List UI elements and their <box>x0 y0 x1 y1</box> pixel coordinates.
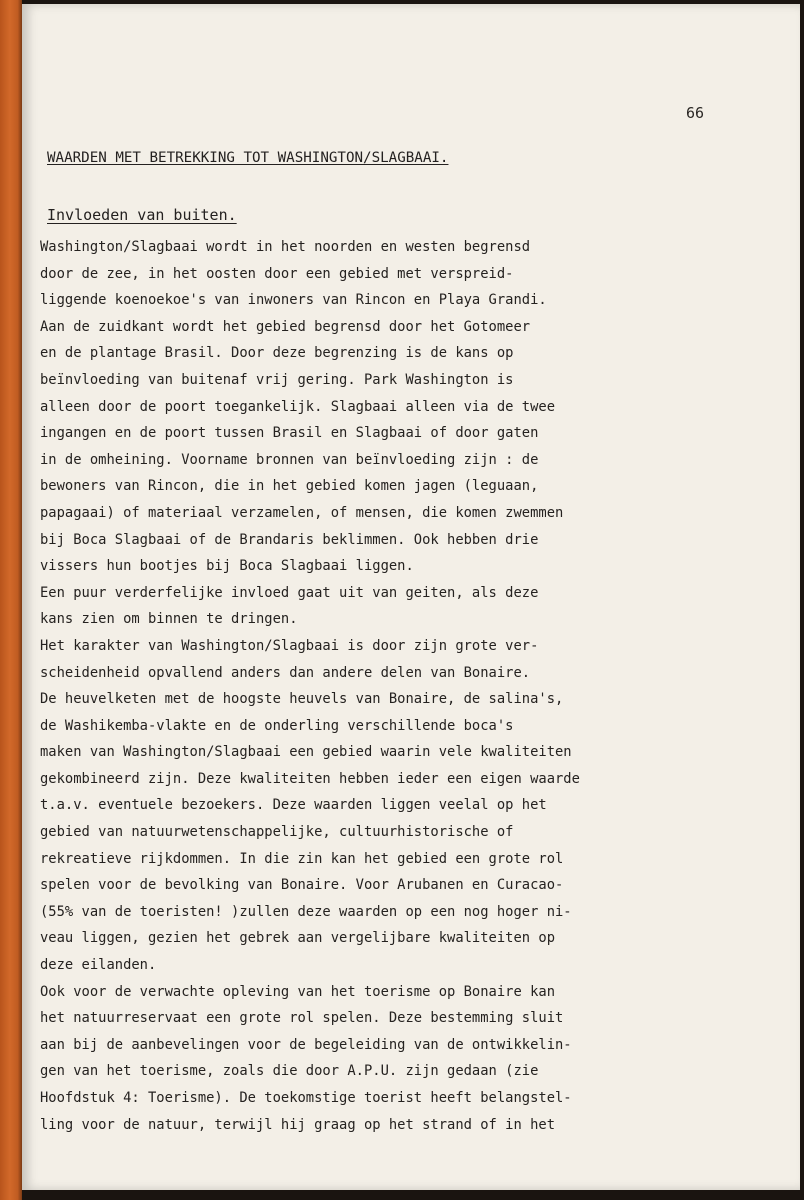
text-line: bij Boca Slagbaai of de Brandaris beklimmen. Ook hebben drie <box>40 531 539 548</box>
text-line: aan bij de aanbevelingen voor de begeleiding van de ontwikkelin- <box>40 1036 572 1053</box>
text-line: Ook voor de verwachte opleving van het toerisme op Bonaire kan <box>40 983 555 1000</box>
text-line: gebied van natuurwetenschappelijke, cultuurhistorische of <box>40 824 514 841</box>
text-line: in de omheining. Voorname bronnen van beïnvloeding zijn : de <box>40 451 539 468</box>
text-line: rekreatieve rijkdommen. In die zin kan het gebied een grote rol <box>40 850 564 867</box>
text-line: gen van het toerisme, zoals die door A.P.U. zijn gedaan (zie <box>40 1063 539 1080</box>
text-line: liggende koenoekoe's van inwoners van Rincon en Playa Grandi. <box>40 292 547 309</box>
text-line: papagaai) of materiaal verzamelen, of mensen, die komen zwemmen <box>40 504 564 521</box>
text-line: veau liggen, gezien het gebrek aan vergelijbare kwaliteiten op <box>40 930 555 947</box>
text-line: ingangen en de poort tussen Brasil en Slagbaai of door gaten <box>40 425 539 442</box>
book-binding-edge <box>0 0 22 1200</box>
text-line: t.a.v. eventuele bezoekers. Deze waarden liggen veelal op het <box>40 797 547 814</box>
text-line: ling voor de natuur, terwijl hij graag op het strand of in het <box>40 1116 555 1133</box>
text-line: Hoofdstuk 4: Toerisme). De toekomstige toerist heeft belangstel- <box>40 1090 572 1106</box>
text-line: kans zien om binnen te dringen. <box>40 611 298 628</box>
body-text <box>40 234 740 1138</box>
text-line: de Washikemba-vlakte en de onderling verschillende boca's <box>40 717 514 734</box>
text-line: vissers hun bootjes bij Boca Slagbaai liggen. <box>40 558 414 575</box>
document-page <box>22 4 800 1190</box>
text-line: beïnvloeding van buitenaf vrij gering. Park Washington is <box>40 371 514 388</box>
text-line: en de plantage Brasil. Door deze begrenzing is de kans op <box>40 345 514 362</box>
section-heading: WAARDEN MET BETREKKING TOT WASHINGTON/SLAGBAAI. <box>47 150 449 166</box>
text-line: alleen door de poort toegankelijk. Slagbaai alleen via de twee <box>40 398 555 415</box>
text-line: gekombineerd zijn. Deze kwaliteiten hebben ieder een eigen waarde <box>40 770 580 787</box>
text-line: maken van Washington/Slagbaai een gebied waarin vele kwaliteiten <box>40 744 572 761</box>
text-line: Een puur verderfelijke invloed gaat uit van geiten, als deze <box>40 584 539 601</box>
text-line: Washington/Slagbaai wordt in het noorden en westen begrensd <box>40 239 531 255</box>
text-line: De heuvelketen met de hoogste heuvels van Bonaire, de salina's, <box>40 691 564 708</box>
text-line: deze eilanden. <box>40 957 157 974</box>
subsection-heading: Invloeden van buiten. <box>47 206 237 224</box>
page-number: 66 <box>686 104 705 122</box>
text-line: door de zee, in het oosten door een gebied met verspreid- <box>40 265 514 282</box>
text-line: Aan de zuidkant wordt het gebied begrensd door het Gotomeer <box>40 318 531 335</box>
text-line: het natuurreservaat een grote rol spelen. Deze bestemming sluit <box>40 1010 564 1027</box>
text-line: bewoners van Rincon, die in het gebied komen jagen (leguaan, <box>40 478 539 495</box>
text-line: Het karakter van Washington/Slagbaai is door zijn grote ver- <box>40 637 539 654</box>
text-line: scheidenheid opvallend anders dan andere delen van Bonaire. <box>40 664 531 681</box>
text-line: spelen voor de bevolking van Bonaire. Voor Arubanen en Curacao- <box>40 877 564 894</box>
text-line: (55% van de toeristen! )zullen deze waarden op een nog hoger ni- <box>40 903 572 920</box>
